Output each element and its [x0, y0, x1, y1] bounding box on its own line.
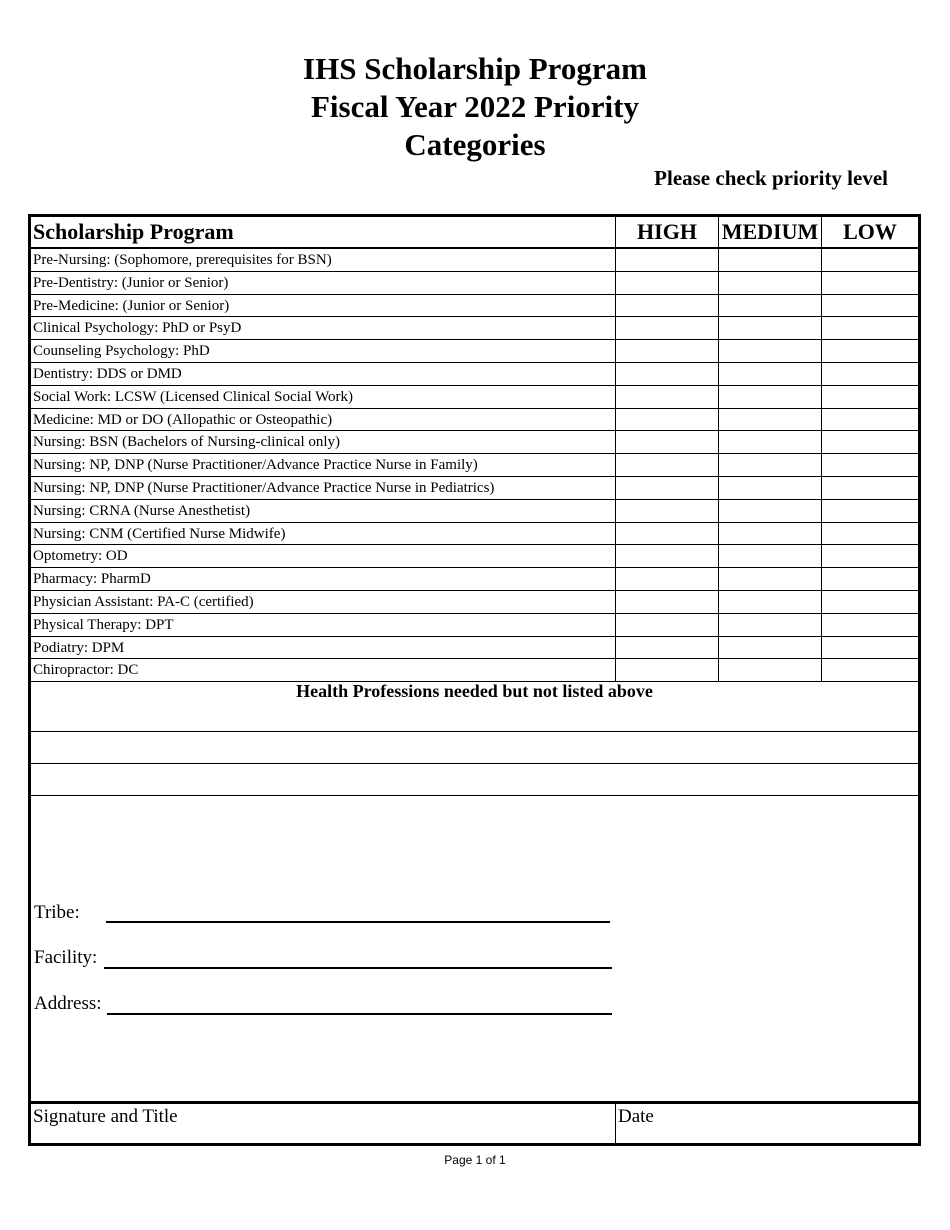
low-checkbox-cell[interactable] [821, 568, 918, 590]
medium-checkbox-cell[interactable] [718, 477, 821, 499]
table-row [31, 614, 918, 637]
low-checkbox-cell[interactable] [821, 363, 918, 385]
table-row [31, 545, 918, 568]
high-checkbox-cell[interactable] [615, 454, 718, 476]
high-checkbox-cell[interactable] [615, 431, 718, 453]
table-row [31, 568, 918, 591]
program-name: Physical Therapy: DPT [33, 616, 174, 633]
medium-checkbox-cell[interactable] [718, 545, 821, 567]
signature-divider [615, 1104, 616, 1146]
address-input-line[interactable] [107, 1013, 612, 1015]
table-header [31, 217, 918, 249]
high-checkbox-cell[interactable] [615, 637, 718, 659]
high-checkbox-cell[interactable] [615, 386, 718, 408]
medium-checkbox-cell[interactable] [718, 272, 821, 294]
table-row [31, 295, 918, 318]
other-professions-heading: Health Professions needed but not listed above [31, 679, 918, 732]
medium-checkbox-cell[interactable] [718, 249, 821, 271]
table-row [31, 500, 918, 523]
medium-checkbox-cell[interactable] [718, 409, 821, 431]
program-name: Social Work: LCSW (Licensed Clinical Social Work) [33, 388, 354, 405]
high-checkbox-cell[interactable] [615, 317, 718, 339]
program-name: Counseling Psychology: PhD [33, 343, 210, 360]
column-header-program: Scholarship Program [33, 219, 234, 244]
document-title [0, 50, 950, 164]
program-name: Pre-Dentistry: (Junior or Senior) [33, 274, 229, 291]
address-label: Address: [34, 993, 102, 1014]
low-checkbox-cell[interactable] [821, 545, 918, 567]
high-checkbox-cell[interactable] [615, 363, 718, 385]
title-line-2: Fiscal Year 2022 Priority [311, 89, 639, 124]
low-checkbox-cell[interactable] [821, 409, 918, 431]
program-name: Nursing: CRNA (Nurse Anesthetist) [33, 502, 251, 519]
medium-checkbox-cell[interactable] [718, 317, 821, 339]
column-header-high: HIGH [615, 217, 718, 247]
program-name: Podiatry: DPM [33, 639, 125, 656]
high-checkbox-cell[interactable] [615, 591, 718, 613]
low-checkbox-cell[interactable] [821, 500, 918, 522]
medium-checkbox-cell[interactable] [718, 614, 821, 636]
medium-checkbox-cell[interactable] [718, 295, 821, 317]
low-checkbox-cell[interactable] [821, 659, 918, 681]
table-row [31, 386, 918, 409]
high-checkbox-cell[interactable] [615, 500, 718, 522]
table-row [31, 249, 918, 272]
medium-checkbox-cell[interactable] [718, 454, 821, 476]
other-profession-entry-1[interactable] [31, 732, 918, 764]
program-name: Nursing: CNM (Certified Nurse Midwife) [33, 525, 286, 542]
medium-checkbox-cell[interactable] [718, 500, 821, 522]
high-checkbox-cell[interactable] [615, 295, 718, 317]
program-name: Chiropractor: DC [33, 662, 139, 679]
medium-checkbox-cell[interactable] [718, 637, 821, 659]
high-checkbox-cell[interactable] [615, 272, 718, 294]
high-checkbox-cell[interactable] [615, 249, 718, 271]
low-checkbox-cell[interactable] [821, 317, 918, 339]
low-checkbox-cell[interactable] [821, 386, 918, 408]
medium-checkbox-cell[interactable] [718, 363, 821, 385]
low-checkbox-cell[interactable] [821, 295, 918, 317]
program-name: Pre-Nursing: (Sophomore, prerequisites for BSN) [33, 252, 332, 268]
table-row [31, 363, 918, 386]
low-checkbox-cell[interactable] [821, 523, 918, 545]
table-row [31, 272, 918, 295]
low-checkbox-cell[interactable] [821, 431, 918, 453]
medium-checkbox-cell[interactable] [718, 386, 821, 408]
medium-checkbox-cell[interactable] [718, 591, 821, 613]
table-row [31, 454, 918, 477]
program-name: Dentistry: DDS or DMD [33, 366, 182, 382]
table-row [31, 409, 918, 432]
medium-checkbox-cell[interactable] [718, 568, 821, 590]
priority-form [28, 214, 921, 1146]
high-checkbox-cell[interactable] [615, 568, 718, 590]
program-name: Pre-Medicine: (Junior or Senior) [33, 297, 230, 314]
medium-checkbox-cell[interactable] [718, 431, 821, 453]
program-name: Pharmacy: PharmD [33, 571, 151, 588]
high-checkbox-cell[interactable] [615, 523, 718, 545]
high-checkbox-cell[interactable] [615, 477, 718, 499]
facility-label: Facility: [34, 947, 98, 968]
low-checkbox-cell[interactable] [821, 340, 918, 362]
signature-label: Signature and Title [33, 1106, 178, 1127]
facility-input-line[interactable] [104, 967, 612, 969]
program-name: Nursing: NP, DNP (Nurse Practitioner/Advance Practice Nurse in Family) [33, 457, 478, 474]
medium-checkbox-cell[interactable] [718, 340, 821, 362]
tribe-input-line[interactable] [106, 921, 610, 923]
high-checkbox-cell[interactable] [615, 340, 718, 362]
medium-checkbox-cell[interactable] [718, 523, 821, 545]
program-name: Optometry: OD [33, 548, 128, 565]
table-row [31, 477, 918, 500]
signature-row [31, 1101, 918, 1146]
title-line-3: Categories [404, 127, 546, 162]
title-line-1: IHS Scholarship Program [303, 51, 647, 86]
low-checkbox-cell[interactable] [821, 614, 918, 636]
program-name: Clinical Psychology: PhD or PsyD [33, 320, 242, 337]
table-row [31, 340, 918, 363]
priority-instruction: Please check priority level [654, 166, 888, 190]
table-row [31, 637, 918, 660]
column-header-low: LOW [821, 217, 918, 247]
table-row [31, 431, 918, 454]
table-row [31, 317, 918, 340]
table-row [31, 591, 918, 614]
high-checkbox-cell[interactable] [615, 409, 718, 431]
high-checkbox-cell[interactable] [615, 614, 718, 636]
column-header-medium: MEDIUM [718, 217, 821, 247]
high-checkbox-cell[interactable] [615, 659, 718, 681]
tribe-label: Tribe: [34, 902, 80, 923]
high-checkbox-cell[interactable] [615, 545, 718, 567]
program-name: Nursing: NP, DNP (Nurse Practitioner/Advance Practice Nurse in Pediatrics) [33, 480, 495, 496]
low-checkbox-cell[interactable] [821, 637, 918, 659]
page-footer: Page 1 of 1 [444, 1153, 506, 1167]
program-name: Nursing: BSN (Bachelors of Nursing-clinical only) [33, 434, 341, 451]
low-checkbox-cell[interactable] [821, 454, 918, 476]
program-name: Medicine: MD or DO (Allopathic or Osteopathic) [33, 411, 333, 428]
low-checkbox-cell[interactable] [821, 272, 918, 294]
other-profession-entry-2[interactable] [31, 764, 918, 796]
medium-checkbox-cell[interactable] [718, 659, 821, 681]
low-checkbox-cell[interactable] [821, 249, 918, 271]
low-checkbox-cell[interactable] [821, 591, 918, 613]
date-label: Date [618, 1106, 654, 1127]
table-row [31, 523, 918, 546]
low-checkbox-cell[interactable] [821, 477, 918, 499]
program-name: Physician Assistant: PA-C (certified) [33, 594, 254, 610]
